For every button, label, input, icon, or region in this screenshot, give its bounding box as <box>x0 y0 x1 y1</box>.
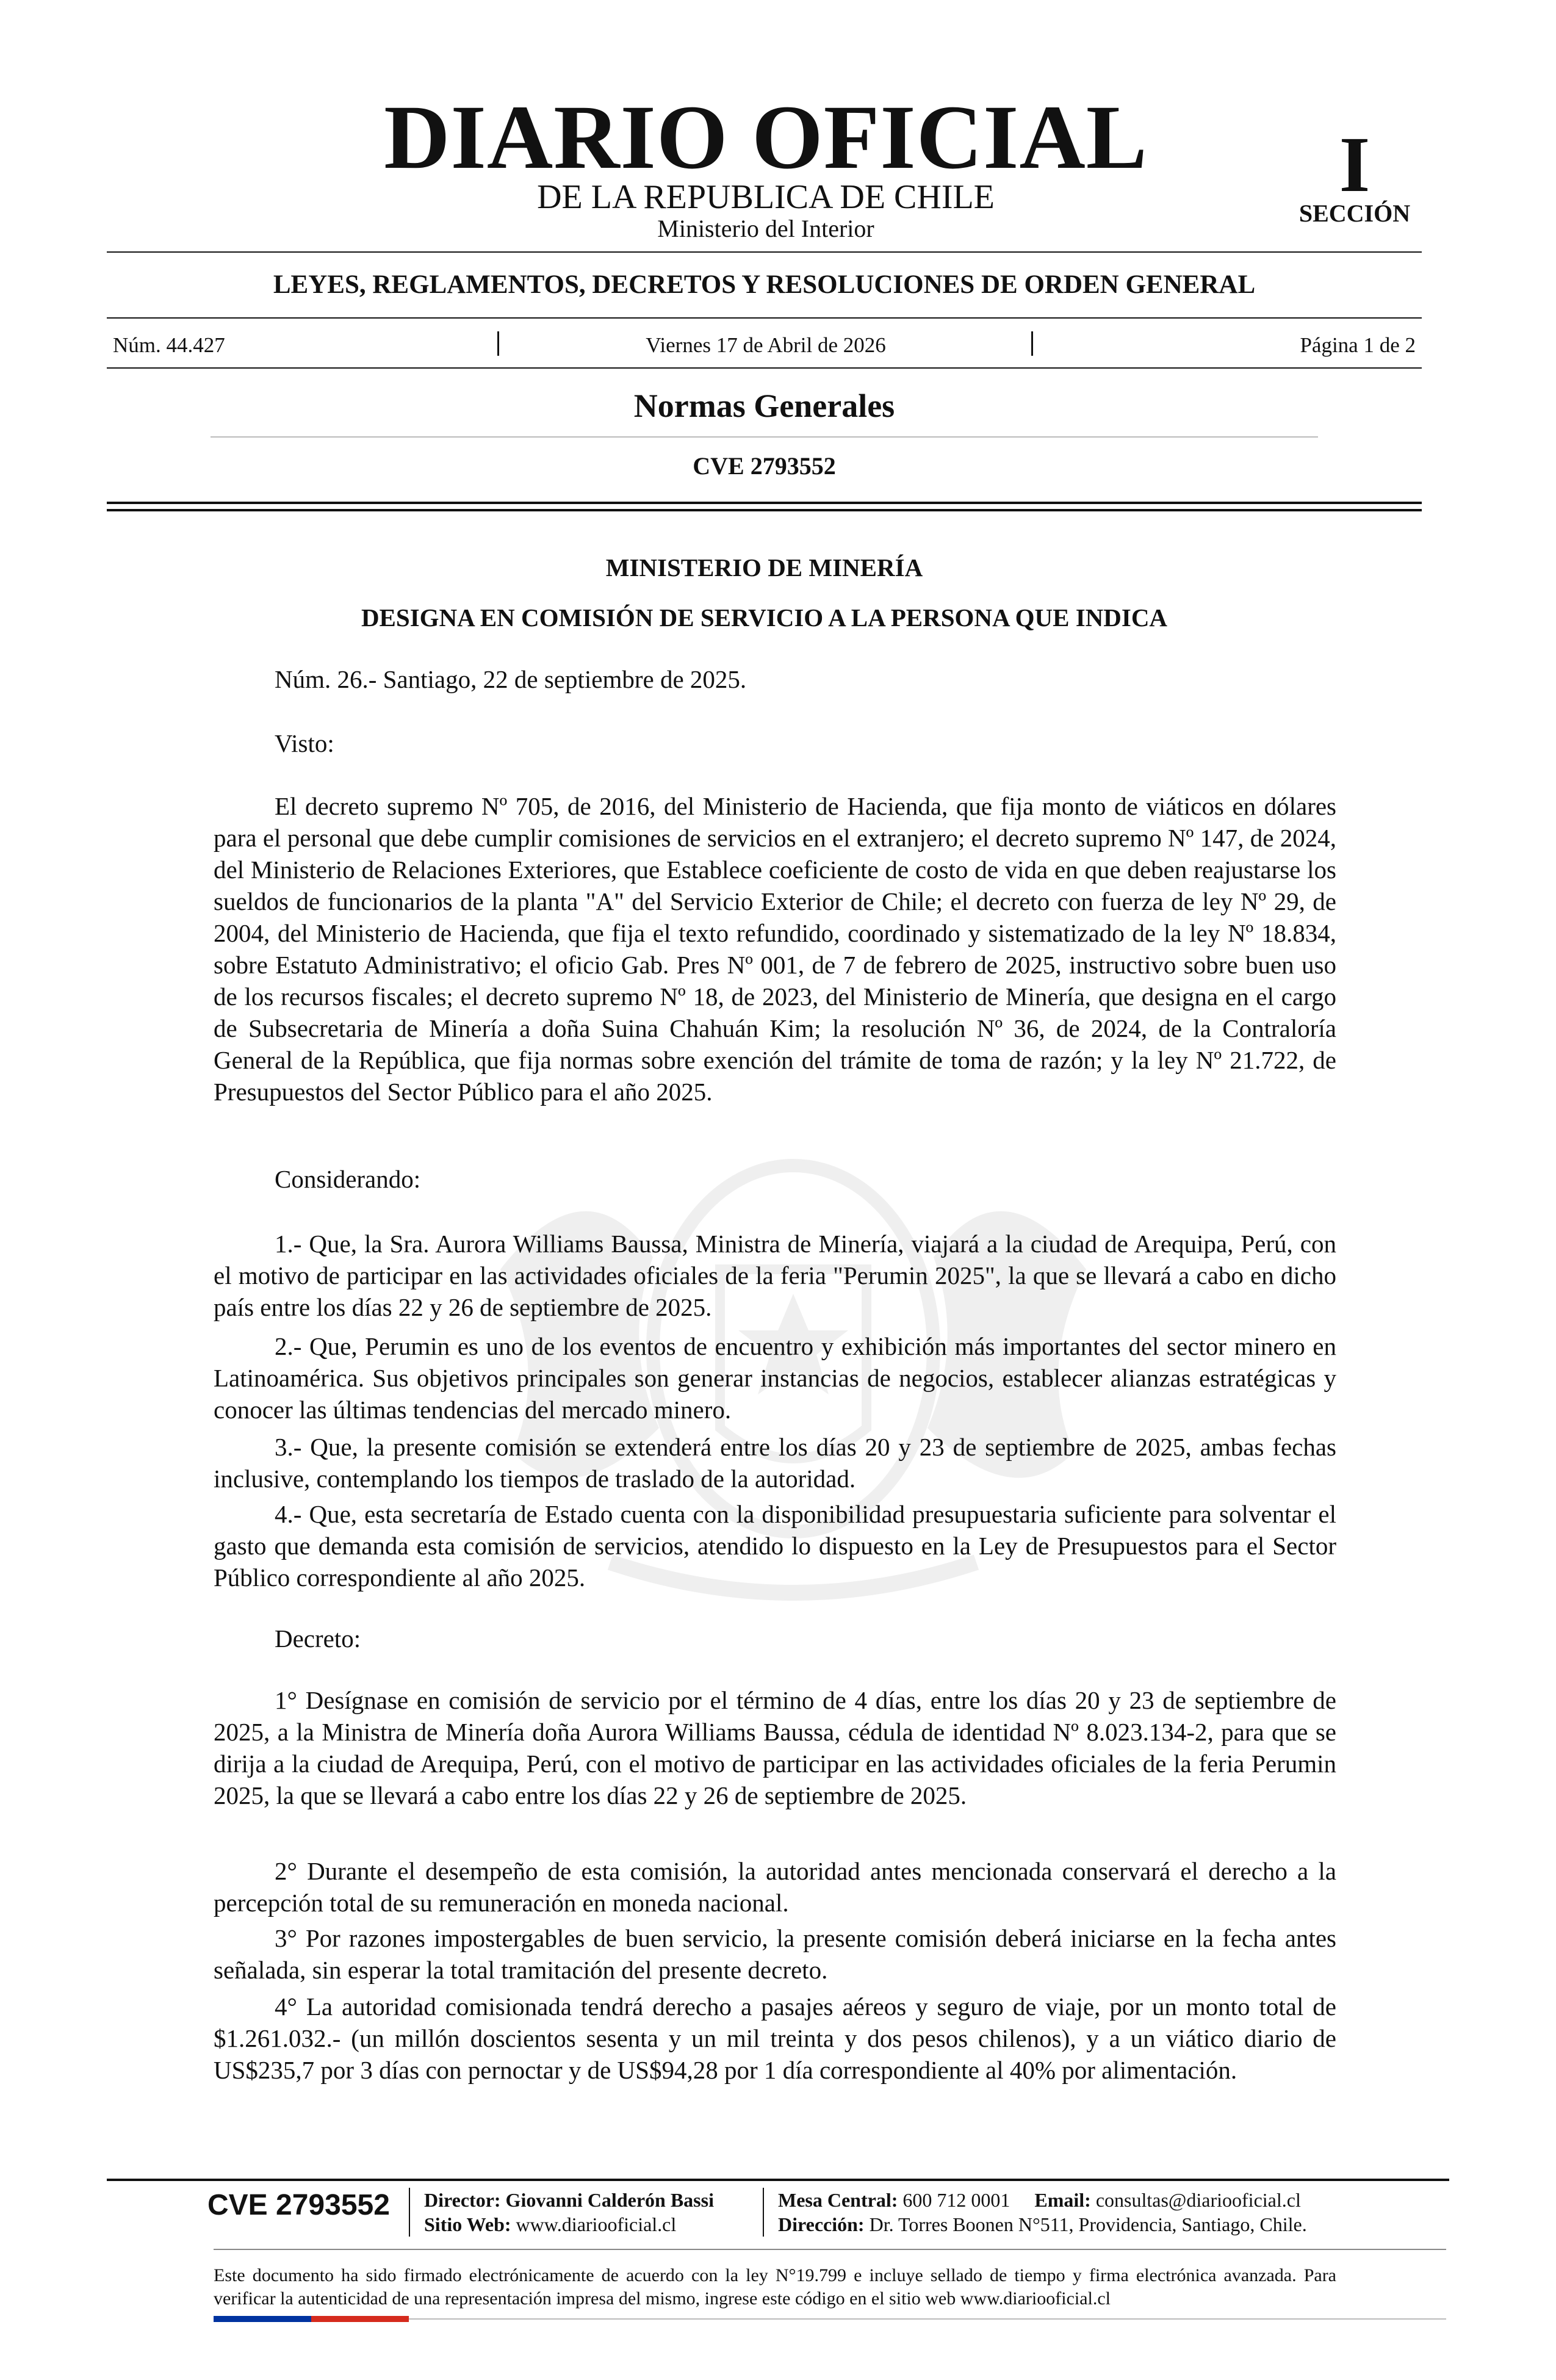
flag-stripe-red <box>311 2316 409 2322</box>
issue-separator <box>1031 331 1033 356</box>
footer-separator <box>763 2188 764 2237</box>
website-label: Sitio Web: <box>424 2213 511 2235</box>
divider <box>107 251 1422 253</box>
considerando-item: 4.- Que, esta secretaría de Estado cuenta con la disponibilidad presupuestaria suficiente para solventar el gasto que demanda esta comisión de servicios, atendido lo dispuesto en la Ley de Presupuestos para el Sector Público correspondiente al año 2025. <box>214 1500 1336 1592</box>
decreto-heading: Decreto: <box>275 1625 361 1653</box>
address-text: Dr. Torres Boonen N°511, Providencia, Santiago, Chile. <box>869 2213 1307 2235</box>
visto-paragraph: El decreto supremo Nº 705, de 2016, del Ministerio de Hacienda, que fija monto de viáticos en dólares para el personal que debe cumplir comisiones de servicios en el extranjero; el decreto supremo Nº 147, de 2024, del Ministerio de Relaciones Exteriores, que Establece coeficiente de costo de vida en que deben reajustarse los sueldos de funcionarios de la planta "A" del Servicio Exterior de Chile; el decreto con fuerza de ley Nº 29, de 2004, del Ministerio de Hacienda, que fija el texto refundido, coordinado y sistematizado de la ley Nº 18.834, sobre Estatuto Administrativo; el oficio Gab. Pres Nº 001, de 7 de febrero de 2025, instructivo sobre buen uso de los recursos fiscales; el decreto supremo Nº 18, de 2023, del Ministerio de Minería, que designa en el cargo de Subsecretaria de Minería a doña Suina Chahuán Kim; la resolución Nº 36, de 2024, de la Contraloría General de la República, que fija normas sobre exención del trámite de toma de razón; y la ley Nº 21.722, de Presupuestos del Sector Público para el año 2025. <box>214 792 1336 1106</box>
issue-separator <box>497 331 499 356</box>
divider <box>107 367 1422 369</box>
newspaper-title: DIARIO OFICIAL <box>384 87 1148 188</box>
footer-separator <box>409 2188 410 2237</box>
address-label: Dirección: <box>778 2213 865 2235</box>
divider <box>107 509 1422 511</box>
mesa-phone: 600 712 0001 <box>902 2189 1010 2211</box>
footer-cve: CVE 2793552 <box>207 2189 390 2221</box>
divider <box>107 317 1422 319</box>
divider <box>211 436 1318 438</box>
decreto-article: 1° Desígnase en comisión de servicio por el término de 4 días, entre los días 20 y 23 de septiembre de 2025, a la Ministra de Minería doña Aurora Williams Baussa, cédula de identidad Nº 8.023.134-2, para que se dirija a la ciudad de Arequipa, Perú, con el motivo de participar en las actividades oficiales de la feria Perumin 2025, la que se llevará a cabo entre los días 22 y 26 de septiembre de 2025. <box>214 1686 1336 1809</box>
director-name: Giovanni Calderón Bassi <box>505 2189 714 2211</box>
decree-number-date: Núm. 26.- Santiago, 22 de septiembre de 2025. <box>275 665 747 693</box>
document-ministry: MINISTERIO DE MINERÍA <box>605 554 923 582</box>
decreto-article: 2° Durante el desempeño de esta comisión, la autoridad antes mencionada conservará el derecho a la percepción total de su remuneración en moneda nacional. <box>214 1857 1336 1917</box>
footer-website <box>424 2212 676 2237</box>
cve-code: CVE 2793552 <box>693 452 836 480</box>
footer-contact <box>778 2188 1301 2212</box>
document-title: DESIGNA EN COMISIÓN DE SERVICIO A LA PERSONA QUE INDICA <box>361 604 1168 632</box>
visto-heading: Visto: <box>275 729 334 757</box>
footer-bottom-rule <box>409 2318 1446 2320</box>
director-label: Director: <box>424 2189 501 2211</box>
category-line: LEYES, REGLAMENTOS, DECRETOS Y RESOLUCIONES DE ORDEN GENERAL <box>273 270 1256 299</box>
divider <box>107 502 1422 504</box>
newspaper-subtitle: DE LA REPUBLICA DE CHILE <box>537 178 995 216</box>
considerando-item: 1.- Que, la Sra. Aurora Williams Baussa, Ministra de Minería, viajará a la ciudad de Arequipa, Perú, con el motivo de participar en las actividades oficiales de la feria "Perumin 2025", la que se llevará a cabo en dicho país entre los días 22 y 26 de septiembre de 2025. <box>214 1230 1336 1321</box>
section-number: I <box>1339 121 1371 209</box>
considerando-item: 3.- Que, la presente comisión se extenderá entre los días 20 y 23 de septiembre de 2025, ambas fechas inclusive, contemplando los tiempos de traslado de la autoridad. <box>214 1433 1336 1493</box>
footer-note: Este documento ha sido firmado electrónicamente de acuerdo con la ley N°19.799 e incluye sellado de tiempo y firma electrónica avanzada. Para verificar la autenticidad de una representación impresa del mismo, ingrese este código en el sitio web www.diariooficial.cl <box>214 2265 1336 2309</box>
website-link[interactable]: www.diariooficial.cl <box>516 2213 677 2235</box>
footer-divider <box>214 2249 1446 2250</box>
decreto-article: 3° Por razones impostergables de buen servicio, la presente comisión deberá iniciarse en la fecha antes señalada, sin esperar la total tramitación del presente decreto. <box>214 1924 1336 1984</box>
considerando-item: 2.- Que, Perumin es uno de los eventos de encuentro y exhibición más importantes del sector minero en Latinoamérica. Sus objetivos principales son generar instancias de negocios, establecer alianzas estratégicas y conocer las últimas tendencias del mercado minero. <box>214 1332 1336 1424</box>
mesa-label: Mesa Central: <box>778 2189 898 2211</box>
page-indicator: Página 1 de 2 <box>1300 333 1416 357</box>
issue-date: Viernes 17 de Abril de 2026 <box>646 333 886 357</box>
footer-rule <box>107 2179 1449 2181</box>
email-label: Email: <box>1034 2189 1091 2211</box>
issue-number: Núm. 44.427 <box>113 333 225 357</box>
email-link[interactable]: consultas@diariooficial.cl <box>1095 2189 1301 2211</box>
decreto-article: 4° La autoridad comisionada tendrá derecho a pasajes aéreos y seguro de viaje, por un monto total de $1.261.032.- (un millón doscientos sesenta y un mil treinta y dos pesos chilenos), y a un viático diario de US$235,7 por 3 días con pernoctar y de US$94,28 por 1 día correspondiente al 40% por alimentación. <box>214 1992 1336 2084</box>
footer-director <box>424 2188 714 2212</box>
flag-stripe-blue <box>214 2316 311 2322</box>
footer-address <box>778 2212 1307 2237</box>
ministry-line: Ministerio del Interior <box>657 215 874 242</box>
section-label: SECCIÓN <box>1298 200 1411 227</box>
section-title: Normas Generales <box>633 388 895 424</box>
considerando-heading: Considerando: <box>275 1165 421 1193</box>
